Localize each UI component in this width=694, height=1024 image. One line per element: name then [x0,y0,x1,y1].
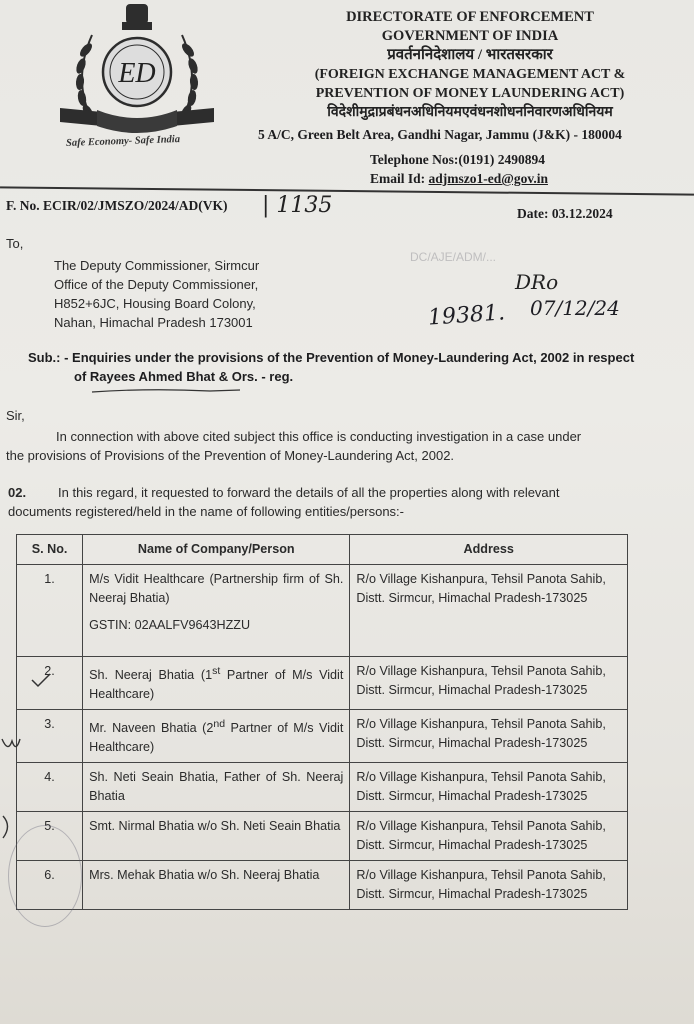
row-name-text: M/s Vidit Healthcare (Partnership firm of Sh. Neeraj Bhatia) [89,572,344,605]
email-link[interactable]: adjmszo1-ed@gov.in [428,171,548,186]
table-row [17,861,628,910]
row-name [83,657,350,710]
subject-text-cont: of Rayees Ahmed Bhat & Ors. - reg. [74,369,294,384]
svg-text:ED: ED [118,58,156,89]
org-name: DIRECTORATE OF ENFORCEMENT [346,9,594,25]
file-number: F. No. ECIR/02/JMSZO/2024/AD(VK) [6,198,228,213]
row-address: R/o Village Kishanpura, Tehsil Panota Sahib, Distt. Sirmcur, Himachal Pradesh-173025 [350,812,628,861]
recipient-line: Nahan, Himachal Pradesh 173001 [54,315,253,330]
handwritten-ref: | 1135 [262,193,333,218]
handwritten-dro: DRo [515,270,559,294]
subject-label: Sub.: - [28,350,73,365]
row-name-text: Mr. Naveen Bhatia (2 [89,721,214,736]
table-row [17,812,628,861]
table-header-row [17,535,628,565]
telephone-number: (0191) 2490894 [458,152,546,167]
row-name-text: Partner of M/s Vidit Healthcare) [89,721,344,755]
telephone-label: Telephone Nos: [370,152,459,167]
org-government: GOVERNMENT OF INDIA [381,28,559,44]
org-address: 5 A/C, Green Belt Area, Gandhi Nagar, Jammu (J&K) - 180004 [258,127,622,142]
margin-scribble-icon [0,735,22,757]
row-sno: 3. [17,710,83,763]
letterhead [280,8,660,122]
para2-line1: In this regard, it requested to forward the details of all the properties along with relevant [58,485,560,500]
col-sno: S. No. [17,535,83,565]
org-contact [370,150,548,188]
col-address: Address [350,535,628,565]
table-row [17,763,628,812]
para1-line2: the provisions of Provisions of the Prevention of Money-Laundering Act, 2002. [6,448,455,463]
org-act-hindi: विदेशीमुद्राप्रबंधनअधिनियमएवंधनशोधननिवारणअधिनियम [327,105,613,120]
row-sno: 6. [17,861,83,910]
row-sno: 2. [17,657,83,710]
recipient-line: Office of the Deputy Commissioner, [54,277,259,292]
entities-table [16,534,628,910]
row-name-text: Sh. Neeraj Bhatia (1 [89,668,213,683]
tick-mark-icon [30,672,52,688]
handwritten-inward-number: 19381. [427,300,506,331]
row-address: R/o Village Kishanpura, Tehsil Panota Sahib, Distt. Sirmcur, Himachal Pradesh-173025 [350,861,628,910]
para2-line2: documents registered/held in the name of following entities/persons:- [8,504,404,519]
table-row [17,710,628,763]
row-gstin: GSTIN: 02AALFV9643HZZU [89,618,251,632]
salutation: Sir, [6,408,25,423]
margin-scribble-icon [0,814,14,840]
org-name-hindi: प्रवर्तननिदेशालय / भारतसरकार [387,47,553,63]
row-address: R/o Village Kishanpura, Tehsil Panota Sahib, Distt. Sirmcur, Himachal Pradesh-173025 [350,565,628,657]
receipt-stamp: DC/AJE/ADM/... [410,250,497,264]
row-name [83,710,350,763]
header-divider [0,186,694,195]
subject-text: Enquiries under the provisions of the Prevention of Money-Laundering Act, 2002 in respect [72,350,635,365]
subject-underline-mark [90,386,250,396]
row-address: R/o Village Kishanpura, Tehsil Panota Sahib, Distt. Sirmcur, Himachal Pradesh-173025 [350,763,628,812]
row-address: R/o Village Kishanpura, Tehsil Panota Sahib, Distt. Sirmcur, Himachal Pradesh-173025 [350,710,628,763]
org-act-line2: PREVENTION OF MONEY LAUNDERING ACT) [315,86,625,101]
row-address: R/o Village Kishanpura, Tehsil Panota Sahib, Distt. Sirmcur, Himachal Pradesh-173025 [350,657,628,710]
row-name: Mrs. Mehak Bhatia w/o Sh. Neeraj Bhatia [83,861,350,910]
col-name: Name of Company/Person [83,535,350,565]
table-row [17,657,628,710]
letter-date: Date: 03.12.2024 [517,206,613,221]
handwritten-initial-date: 07/12/24 [530,296,620,320]
to-label: To, [6,236,24,251]
para2-number: 02. [8,485,27,500]
logo-slogan: Safe Economy- Safe India [65,134,181,149]
email-label: Email Id: [370,171,429,186]
row-name-sup: nd [213,718,226,731]
faded-seal [8,825,82,927]
row-name: Sh. Neti Seain Bhatia, Father of Sh. Neeraj Bhatia [83,763,350,812]
recipient-line: H852+6JC, Housing Board Colony, [54,296,256,311]
subject [28,348,668,386]
table-row [17,565,628,657]
row-sno: 5. [17,812,83,861]
row-name-text: Partner of M/s Vidit Healthcare) [89,668,344,702]
recipient-line: The Deputy Commissioner, Sirmcur [54,258,260,273]
org-act-line1: (FOREIGN EXCHANGE MANAGEMENT ACT & [314,67,626,82]
row-name: Smt. Nirmal Bhatia w/o Sh. Neti Seain Bhatia [83,812,350,861]
row-sno: 4. [17,763,83,812]
row-sno: 1. [17,565,83,657]
recipient-address [54,256,259,332]
para1-line1: In connection with above cited subject this office is conducting investigation in a case under [56,429,582,444]
row-name-sup: st [212,665,221,677]
row-name [83,565,350,657]
